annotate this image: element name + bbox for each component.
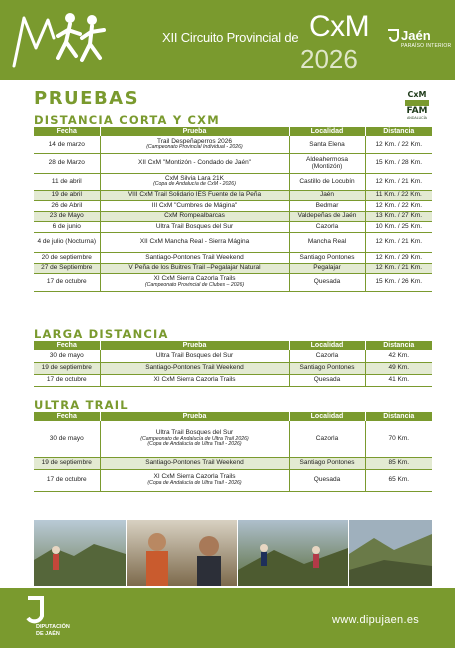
cell-distancia: 12 Km. / 21 Km. (365, 232, 432, 252)
prueba-name: Trail Despeñaperros 2026 (157, 137, 232, 145)
column-header-fecha: Fecha (34, 412, 100, 421)
cell-distancia: 41 Km. (365, 374, 432, 386)
table-row (34, 362, 432, 374)
cell-fecha: 28 de Marzo (34, 153, 100, 173)
cell-prueba (100, 273, 289, 291)
page-title: PRUEBAS (34, 88, 140, 109)
column-header-prueba: Prueba (100, 412, 289, 421)
cell-prueba (100, 421, 289, 457)
year-title: 2026 (300, 44, 358, 74)
table-row (34, 252, 432, 263)
prueba-name: XI CxM Sierra Cazorla Trails (153, 473, 236, 481)
prueba-subtitle: (Campeonato Provincial de Clubes – 2026) (144, 281, 245, 288)
column-header-fecha: Fecha (34, 341, 100, 350)
cell-localidad: Cazorla (289, 421, 365, 457)
cell-fecha: 27 de Septiembre (34, 263, 100, 273)
cell-localidad: Valdepeñas de Jaén (289, 211, 365, 221)
fam-logo-bottom: FAM (406, 106, 428, 116)
cell-localidad: Santiago Pontones (289, 252, 365, 263)
cell-prueba: Ultra Trail Bosques del Sur (100, 350, 289, 362)
cell-localidad: Bedmar (289, 200, 365, 211)
cell-distancia: 65 Km. (365, 469, 432, 491)
section-title-ultra: ULTRA TRAIL (34, 398, 129, 412)
column-header-fecha: Fecha (34, 127, 100, 136)
cell-prueba: III CxM "Cumbres de Mágina" (100, 200, 289, 211)
cell-fecha: 17 de octubre (34, 273, 100, 291)
prueba-subtitle-2: (Copa de Andalucía de Ultra Trail - 2026) (147, 441, 242, 448)
cell-fecha: 11 de abril (34, 173, 100, 190)
cell-distancia: 12 Km. / 21 Km. (365, 173, 432, 190)
cell-distancia: 42 Km. (365, 350, 432, 362)
table-row (34, 211, 432, 221)
table-row (34, 263, 432, 273)
cell-prueba: Ultra Trail Bosques del Sur (100, 221, 289, 232)
cell-prueba: XI CxM Sierra Cazorla Trails (100, 374, 289, 386)
cell-prueba: V Peña de los Buitres Trail –Pegalajar Natural (100, 263, 289, 273)
cell-fecha: 19 de abril (34, 190, 100, 200)
cell-localidad: Santiago Pontones (289, 457, 365, 469)
cell-prueba (100, 469, 289, 491)
cell-prueba: Santiago-Pontones Trail Weekend (100, 362, 289, 374)
cell-prueba: Santiago-Pontones Trail Weekend (100, 457, 289, 469)
cell-distancia: 10 Km. / 25 Km. (365, 221, 432, 232)
cell-localidad: Cazorla (289, 221, 365, 232)
diputacion-line1: DIPUTACIÓN (36, 624, 70, 630)
column-header-distancia: Distancia (365, 341, 432, 350)
section-title-larga: LARGA DISTANCIA (34, 327, 169, 341)
table-row (34, 190, 432, 200)
table-corta (34, 127, 432, 292)
cell-localidad: Cazorla (289, 350, 365, 362)
cell-localidad: Aldeahermosa (Montizón) (289, 153, 365, 173)
cell-fecha: 14 de marzo (34, 136, 100, 153)
table-row (34, 221, 432, 232)
cell-localidad: Santiago Pontones (289, 362, 365, 374)
cell-distancia: 12 Km. / 21 Km. (365, 263, 432, 273)
cell-prueba: CxM Rompealbarcas (100, 211, 289, 221)
cell-fecha: 30 de mayo (34, 421, 100, 457)
circuit-title: XII Circuito Provincial de (162, 30, 299, 45)
fam-logo-top: CxM (407, 90, 427, 99)
cell-prueba: VIII CxM Trail Solidario IES Fuente de la Peña (100, 190, 289, 200)
prueba-name: Ultra Trail Bosques del Sur (155, 429, 234, 437)
cxm-title: CxM (309, 10, 370, 43)
table-row (34, 232, 432, 252)
prueba-subtitle: (Campeonato de Andalucía de Ultra Trail 2026) (140, 435, 249, 442)
cell-fecha: 26 de Abril (34, 200, 100, 211)
cell-distancia: 13 Km. / 27 Km. (365, 211, 432, 221)
cell-fecha: 17 de octubre (34, 374, 100, 386)
cell-fecha: 4 de julio (Nocturna) (34, 232, 100, 252)
runners-photo-strip (34, 520, 432, 586)
cell-localidad: Quesada (289, 374, 365, 386)
cell-distancia: 12 Km. / 29 Km. (365, 252, 432, 263)
table-row (34, 153, 432, 173)
cell-distancia: 15 Km. / 28 Km. (365, 153, 432, 173)
cell-fecha: 30 de mayo (34, 350, 100, 362)
diputacion-text (36, 624, 70, 638)
cell-prueba (100, 136, 289, 153)
cell-distancia: 12 Km. / 22 Km. (365, 200, 432, 211)
prueba-subtitle: (Copa de Andalucía de CxM - 2026) (153, 181, 236, 188)
website-link[interactable]: www.dipujaen.es (332, 614, 420, 626)
runners-logo-icon (10, 8, 110, 72)
table-ultra (34, 412, 432, 492)
cell-distancia: 12 Km. / 22 Km. (365, 136, 432, 153)
cell-localidad: Jaén (289, 190, 365, 200)
cell-distancia: 85 Km. (365, 457, 432, 469)
column-header-prueba: Prueba (100, 341, 289, 350)
prueba-name: XI CxM Sierra Cazorla Trails (153, 275, 236, 283)
table-row (34, 200, 432, 211)
cell-prueba: Santiago-Pontones Trail Weekend (100, 252, 289, 263)
column-header-distancia: Distancia (365, 412, 432, 421)
prueba-name: CxM Silvia Lara 21K (165, 174, 224, 182)
fam-logo (402, 90, 432, 124)
jaen-logo-icon (387, 29, 399, 43)
column-header-prueba: Prueba (100, 127, 289, 136)
table-row (34, 273, 432, 291)
cell-fecha: 19 de septiembre (34, 362, 100, 374)
cell-fecha: 6 de junio (34, 221, 100, 232)
cell-fecha: 19 de septiembre (34, 457, 100, 469)
cell-distancia: 15 Km. / 26 Km. (365, 273, 432, 291)
table-larga (34, 341, 432, 387)
prueba-subtitle: (Copa de Andalucía de Ultra Trail - 2026) (147, 479, 242, 486)
table-row (34, 469, 432, 491)
cell-distancia: 70 Km. (365, 421, 432, 457)
fam-logo-sub: ANDALUCÍA (406, 116, 428, 120)
column-header-localidad: Localidad (289, 341, 365, 350)
cell-prueba: XII CxM "Montizón - Condado de Jaén" (100, 153, 289, 173)
table-row (34, 136, 432, 153)
cell-prueba: XII CxM Mancha Real - Sierra Mágina (100, 232, 289, 252)
column-header-localidad: Localidad (289, 412, 365, 421)
cell-fecha: 17 de octubre (34, 469, 100, 491)
cell-localidad: Pegalajar (289, 263, 365, 273)
cell-localidad: Santa Elena (289, 136, 365, 153)
cell-prueba (100, 173, 289, 190)
section-title-corta: DISTANCIA CORTA Y CXM (34, 113, 220, 127)
cell-localidad: Quesada (289, 469, 365, 491)
table-row (34, 421, 432, 457)
diputacion-line2: DE JAÉN (36, 630, 60, 637)
jaen-logo-text: Jaén (401, 28, 431, 43)
prueba-subtitle: (Campeonato Provincial Individual - 2026) (146, 144, 243, 150)
cell-distancia: 49 Km. (365, 362, 432, 374)
column-header-localidad: Localidad (289, 127, 365, 136)
column-header-distancia: Distancia (365, 127, 432, 136)
cell-distancia: 11 Km. / 22 Km. (365, 190, 432, 200)
table-row (34, 457, 432, 469)
table-row (34, 350, 432, 362)
jaen-logo-sub: PARAÍSO INTERIOR (401, 43, 452, 49)
cell-fecha: 23 de Mayo (34, 211, 100, 221)
cell-fecha: 20 de septiembre (34, 252, 100, 263)
table-row (34, 173, 432, 190)
cell-localidad: Mancha Real (289, 232, 365, 252)
cell-localidad: Castillo de Locubín (289, 173, 365, 190)
cell-localidad: Quesada (289, 273, 365, 291)
table-row (34, 374, 432, 386)
